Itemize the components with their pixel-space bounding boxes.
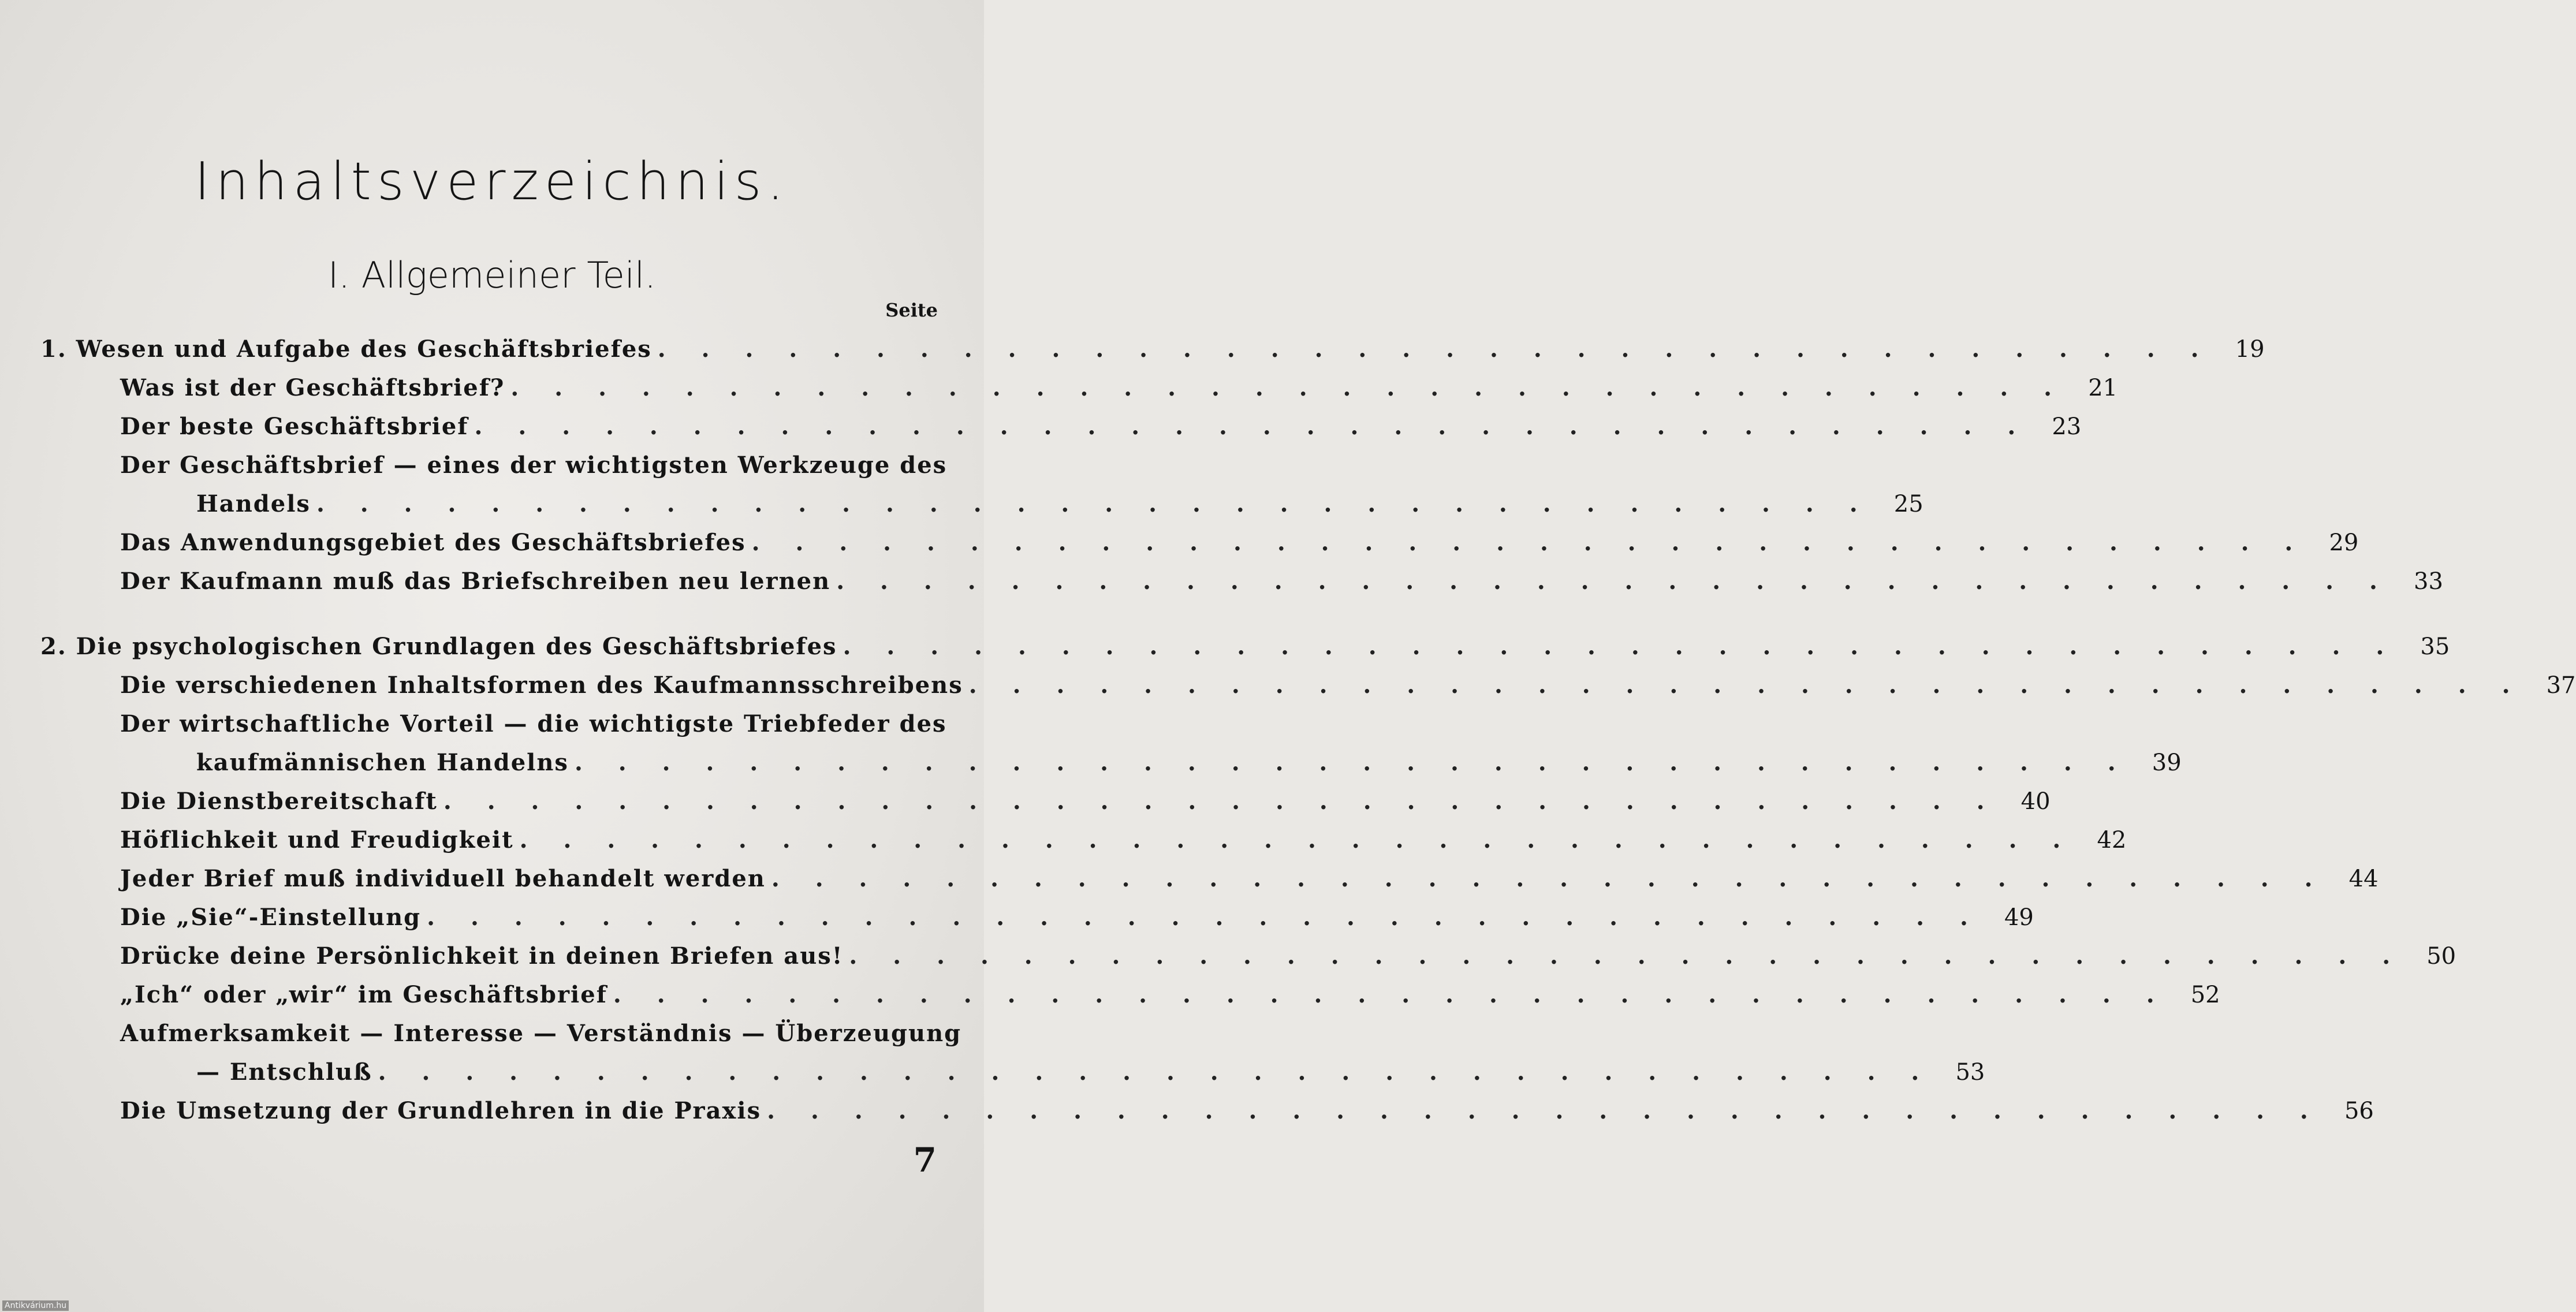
dot-leader: . . . . . . . . . . . . . . . . . . . . . . . . . . . . . . . . . . . .: [574, 749, 2130, 776]
toc-entry-text: Jeder Brief muß individuell behandelt werden: [120, 865, 766, 892]
toc-entry: [120, 703, 947, 737]
dot-leader: . . . . . . . . . . . . . . . . . . . . . . . . . . . . . . . . . . . .: [510, 374, 2066, 401]
watermark-text: Antikvárium.hu: [2, 1300, 69, 1311]
toc-entry: [120, 935, 2456, 970]
toc-entry-text: Das Anwendungsgebiet des Geschäftsbriefes: [120, 529, 746, 556]
dot-leader: . . . . . . . . . . . . . . . . . . . . . . . . . . . . . . . . . . . .: [657, 336, 2213, 363]
toc-entry: [196, 741, 2182, 776]
part-heading: I. Allgemeiner Teil.: [328, 254, 656, 296]
toc-entry-page: 50: [2426, 943, 2456, 970]
toc-entry: [120, 444, 948, 479]
dot-leader: . . . . . . . . . . . . . . . . . . . . . . . . . . . . . . . . . . . .: [751, 529, 2307, 556]
toc-entry-text: 1. Wesen und Aufgabe des Geschäftsbriefes: [40, 336, 652, 363]
toc-entry: [120, 521, 2359, 556]
toc-entry-text: Der Kaufmann muß das Briefschreiben neu lernen: [120, 568, 831, 595]
toc-entry-text: 2. Die psychologischen Grundlagen des Geschäftsbriefes: [40, 633, 837, 660]
dot-leader: . . . . . . . . . . . . . . . . . . . . . . . . . . . . . . . . . . . .: [849, 942, 2404, 970]
toc-entry-page: 56: [2344, 1098, 2374, 1124]
toc-entry-page: 49: [2004, 904, 2034, 931]
toc-entry: [196, 1051, 1985, 1086]
toc-entry-text: „Ich“ oder „wir“ im Geschäftsbrief: [120, 981, 607, 1008]
toc-entry-text: Die Dienstbereitschaft: [120, 788, 438, 815]
toc-entry-text: Der beste Geschäftsbrief: [120, 413, 469, 440]
toc-entry: [120, 858, 2379, 892]
dot-leader: . . . . . . . . . . . . . . . . . . . . . . . . . . . . . . . . . . . .: [519, 826, 2075, 853]
toc-entry: [120, 780, 2051, 815]
toc-entry: [120, 1090, 2374, 1124]
toc-entry-text: Handels: [196, 490, 311, 517]
dot-leader: . . . . . . . . . . . . . . . . . . . . . . . . . . . . . . . . . . . .: [968, 672, 2524, 699]
toc-entry-page: 40: [2020, 788, 2051, 815]
toc-entry-text: Die Umsetzung der Grundlehren in die Praxis: [120, 1097, 762, 1124]
toc-entry-page: 42: [2097, 827, 2127, 853]
toc-entry-text: Die verschiedenen Inhaltsformen des Kaufmannsschreibens: [120, 672, 963, 699]
toc-entry: [196, 483, 1923, 517]
toc-entry-text: Aufmerksamkeit — Interesse — Verständnis — Überzeugung: [120, 1020, 962, 1047]
toc-entry-page: 37: [2546, 672, 2576, 699]
toc-entry-page: 29: [2329, 530, 2359, 556]
dot-leader: . . . . . . . . . . . . . . . . . . . . . . . . . . . . . . . . . . . .: [842, 633, 2398, 660]
toc-entry: [120, 664, 2576, 699]
dot-leader: . . . . . . . . . . . . . . . . . . . . . . . . . . . . . . . . . . . .: [474, 413, 2030, 440]
toc-entry-page: 35: [2420, 633, 2450, 660]
toc-entry-page: 52: [2190, 982, 2220, 1008]
toc-entry-page: 19: [2235, 336, 2265, 363]
dot-leader: . . . . . . . . . . . . . . . . . . . . . . . . . . . . . . . . . . . .: [378, 1058, 1933, 1086]
dot-leader: . . . . . . . . . . . . . . . . . . . . . . . . . . . . . . . . . . . .: [443, 788, 1999, 815]
toc-entry-text: Drücke deine Persönlichkeit in deinen Briefen aus!: [120, 942, 844, 970]
toc-entry-text: Was ist der Geschäftsbrief?: [120, 374, 505, 401]
toc-entry: [120, 819, 2127, 853]
toc-entry-page: 21: [2088, 375, 2118, 401]
toc-entry-text: — Entschluß: [196, 1058, 372, 1086]
toc-entry-page: 33: [2414, 568, 2443, 595]
seite-column-label: Seite: [885, 299, 938, 321]
toc-entry-page: 44: [2348, 866, 2379, 892]
toc-entry-page: 53: [1955, 1059, 1985, 1086]
toc-entry: [120, 560, 2443, 595]
toc-entry: [120, 405, 2082, 440]
dot-leader: . . . . . . . . . . . . . . . . . . . . . . . . . . . . . . . . . . . .: [771, 865, 2327, 892]
toc-entry-page: 39: [2152, 750, 2182, 776]
toc-entry: [120, 974, 2220, 1008]
toc-entry: [40, 328, 2265, 363]
dot-leader: . . . . . . . . . . . . . . . . . . . . . . . . . . . . . . . . . . . .: [836, 568, 2391, 595]
page-title: Inhaltsverzeichnis.: [194, 151, 790, 212]
toc-entry-text: Der wirtschaftliche Vorteil — die wichtigste Triebfeder des: [120, 710, 947, 737]
toc-entry: [120, 1012, 962, 1047]
page-number: 7: [913, 1140, 937, 1180]
toc-entry: [120, 367, 2118, 401]
toc-entry-page: 23: [2052, 413, 2082, 440]
toc-entry-text: Der Geschäftsbrief — eines der wichtigsten Werkzeuge des: [120, 452, 948, 479]
toc-entry-text: Die „Sie“-Einstellung: [120, 904, 422, 931]
dot-leader: . . . . . . . . . . . . . . . . . . . . . . . . . . . . . . . . . . . .: [767, 1097, 2322, 1124]
toc-entry-page: 25: [1893, 491, 1923, 517]
dot-leader: . . . . . . . . . . . . . . . . . . . . . . . . . . . . . . . . . . . .: [316, 490, 1872, 517]
toc-entry: [40, 625, 2450, 660]
toc-entry: [120, 896, 2034, 931]
toc-entry-text: Höflichkeit und Freudigkeit: [120, 826, 514, 853]
dot-leader: . . . . . . . . . . . . . . . . . . . . . . . . . . . . . . . . . . . .: [613, 981, 2168, 1008]
toc-entry-text: kaufmännischen Handelns: [196, 749, 569, 776]
dot-leader: . . . . . . . . . . . . . . . . . . . . . . . . . . . . . . . . . . . .: [427, 904, 1982, 931]
